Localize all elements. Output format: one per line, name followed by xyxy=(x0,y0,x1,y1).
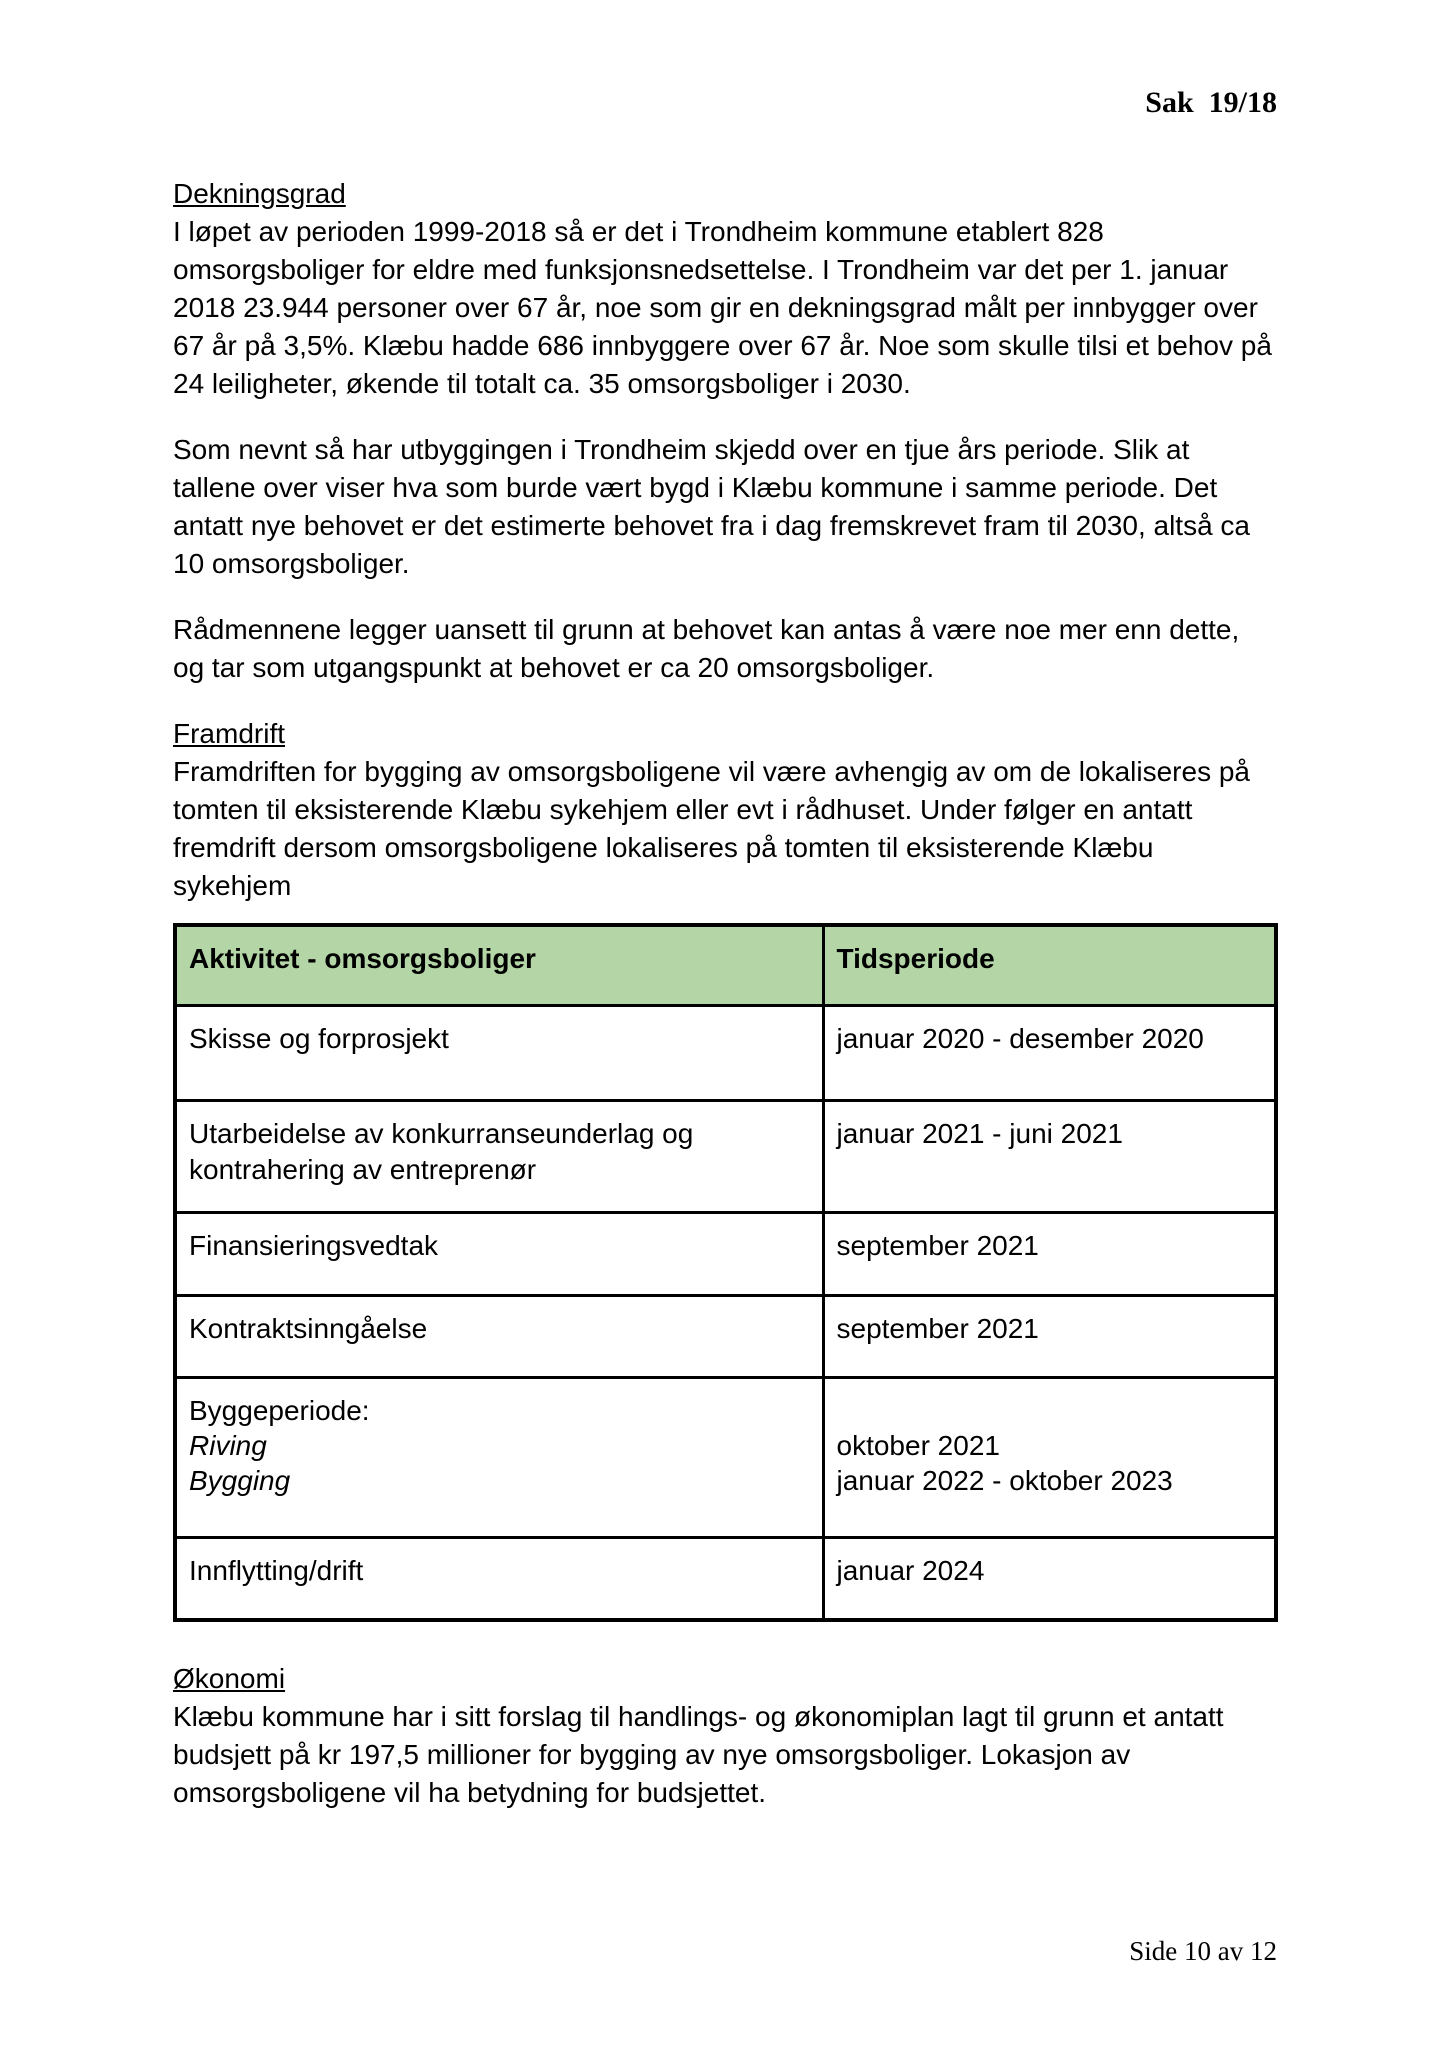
section-heading-framdrift: Framdrift xyxy=(173,718,285,749)
table-header-aktivitet: Aktivitet - omsorgsboliger xyxy=(175,925,823,1005)
cell-tidsperiode xyxy=(823,1377,1276,1537)
paragraph: Framdriften for bygging av omsorgsboligene vil være avhengig av om de lokaliseres på tomten til eksisterende Klæbu sykehjem eller evt i rådhuset. Under følger en antatt fremdrift dersom omsorgsboligene lokaliseres på tomten til eksisterende Klæbu sykehjem xyxy=(173,756,1250,901)
cell-aktivitet: Finansieringsvedtak xyxy=(175,1212,823,1295)
cell-line xyxy=(837,1393,1261,1428)
cell-tidsperiode: januar 2024 xyxy=(823,1537,1276,1620)
table-header-row xyxy=(175,925,1276,1005)
paragraph: Som nevnt så har utbyggingen i Trondheim skjedd over en tjue års periode. Slik at tallene over viser hva som burde vært bygd i Klæbu kommune i samme periode. Det antatt nye behovet er det estimerte behovet fra i dag fremskrevet fram til 2030, altså ca 10 omsorgsboliger. xyxy=(173,434,1251,579)
cell-aktivitet: Kontraktsinngåelse xyxy=(175,1295,823,1377)
table-row xyxy=(175,1295,1276,1377)
paragraph: Klæbu kommune har i sitt forslag til handlings- og økonomiplan lagt til grunn et antatt budsjett på kr 197,5 millioner for bygging av nye omsorgsboliger. Lokasjon av omsorgsboligene vil ha betydning for budsjettet. xyxy=(173,1701,1224,1808)
cell-tidsperiode: september 2021 xyxy=(823,1295,1276,1377)
cell-tidsperiode: september 2021 xyxy=(823,1212,1276,1295)
cell-line: januar 2022 - oktober 2023 xyxy=(836,1464,1173,1496)
section-heading-okonomi: Økonomi xyxy=(173,1663,286,1694)
table-row xyxy=(175,1100,1276,1212)
cell-line: Riving xyxy=(189,1429,267,1461)
paragraph: Rådmennene legger uansett til grunn at behovet kan antas å være noe mer enn dette, og tar som utgangspunkt at behovet er ca 20 omsorgsboliger. xyxy=(173,614,1240,683)
cell-aktivitet: Innflytting/drift xyxy=(175,1537,823,1620)
table-header-tidsperiode: Tidsperiode xyxy=(823,925,1276,1005)
paragraph: I løpet av perioden 1999-2018 så er det i Trondheim kommune etablert 828 omsorgsboliger for eldre med funksjonsnedsettelse. I Trondheim var det per 1. januar 2018 23.944 personer over 67 år, noe som gir en dekningsgrad målt per innbygger over 67 år på 3,5%. Klæbu hadde 686 innbyggere over 67 år. Noe som skulle tilsi et behov på 24 leiligheter, økende til totalt ca. 35 omsorgsboliger i 2030. xyxy=(173,216,1272,399)
table-row xyxy=(175,1005,1276,1100)
cell-line: Byggeperiode: xyxy=(189,1394,370,1426)
cell-tidsperiode: januar 2020 - desember 2020 xyxy=(823,1005,1276,1100)
case-reference: Sak 19/18 xyxy=(1145,86,1277,119)
page-number: Side 10 av 12 xyxy=(1129,1936,1277,1966)
cell-line: oktober 2021 xyxy=(836,1429,1000,1461)
section-heading-dekningsgrad: Dekningsgrad xyxy=(173,178,346,209)
table-row xyxy=(175,1212,1276,1295)
cell-aktivitet xyxy=(175,1377,823,1537)
cell-aktivitet: Skisse og forprosjekt xyxy=(175,1005,823,1100)
document-body xyxy=(173,175,1278,1812)
cell-aktivitet: Utarbeidelse av konkurranseunderlag og kontrahering av entreprenør xyxy=(175,1100,823,1212)
table-row xyxy=(175,1377,1276,1537)
cell-line: Bygging xyxy=(189,1464,291,1496)
cell-tidsperiode: januar 2021 - juni 2021 xyxy=(823,1100,1276,1212)
activity-schedule-table xyxy=(173,923,1278,1622)
table-row xyxy=(175,1537,1276,1620)
